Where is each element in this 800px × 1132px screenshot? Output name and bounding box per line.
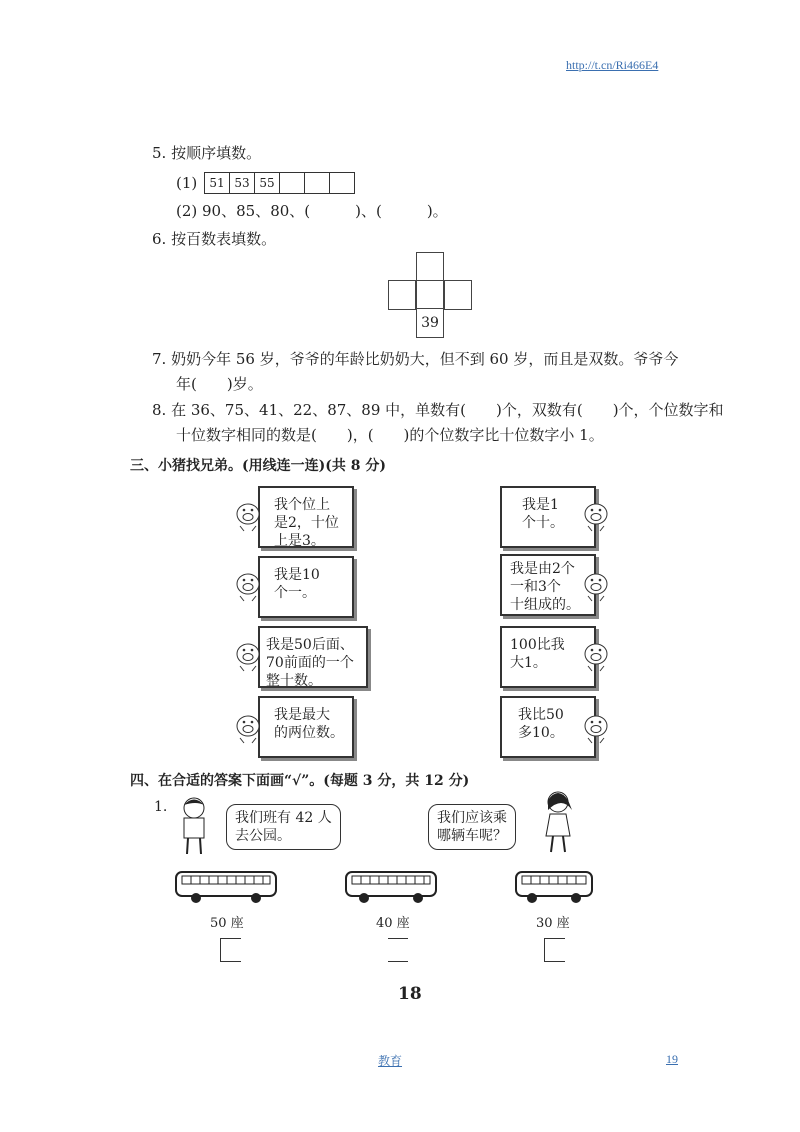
number-cell <box>305 173 330 193</box>
left-pig-card[interactable] <box>258 626 368 688</box>
bus-seat-label: 50 座 <box>210 916 244 931</box>
bus-icon <box>514 868 594 904</box>
number-cell: 51 <box>205 173 230 193</box>
cross-cell <box>416 252 444 282</box>
answer-box[interactable] <box>544 938 565 962</box>
q8-line1: 8. 在 36、75、41、22、87、89 中，单数有( )个，双数有( )个，个位数字和 <box>152 401 724 419</box>
q5-part1-label: (1) <box>176 174 198 192</box>
pig-icon <box>234 570 262 602</box>
pig-icon <box>582 712 610 744</box>
pig-icon <box>234 640 262 672</box>
pig-icon <box>582 570 610 602</box>
card-text: 我是由2个 一和3个 十组成的。 <box>510 561 580 613</box>
q8-line2: 十位数字相同的数是( )，( )的个位数字比十位数字小 1。 <box>176 426 604 444</box>
boy-icon <box>176 796 212 860</box>
card-text: 我是1 个十。 <box>522 497 564 531</box>
q5-title: 5. 按顺序填数。 <box>152 144 262 162</box>
cross-cell-given: 39 <box>416 308 444 338</box>
left-pig-card[interactable] <box>258 696 354 758</box>
card-text: 我是50后面、 70前面的一个 整十数。 <box>266 637 354 689</box>
bus-icon <box>174 868 278 904</box>
bus-seat-label: 30 座 <box>536 916 570 931</box>
q6-title: 6. 按百数表填数。 <box>152 230 277 248</box>
pig-icon <box>234 712 262 744</box>
bus-seat-label: 40 座 <box>376 916 410 931</box>
girl-speech-bubble: 我们应该乘 哪辆车呢？ <box>428 804 516 850</box>
card-text: 我是最大 的两位数。 <box>274 707 344 741</box>
left-pig-card[interactable] <box>258 486 354 548</box>
hundred-chart-cross <box>388 252 474 342</box>
footer-center-link[interactable]: 教育 <box>378 1054 403 1068</box>
answer-box[interactable] <box>220 938 241 962</box>
q1-number: 1. <box>154 799 168 815</box>
header-link[interactable]: http://t.cn/Ri466E4 <box>566 58 659 72</box>
page-number: 18 <box>398 984 422 1004</box>
section3-title: 三、小猪找兄弟。(用线连一连)(共 8 分) <box>130 458 386 474</box>
number-cell: 53 <box>230 173 255 193</box>
q5-number-cells <box>204 172 355 194</box>
card-text: 我个位上 是2，十位 上是3。 <box>274 497 339 549</box>
pig-icon <box>582 500 610 532</box>
q5-part2: (2) 90、85、80、( )、( )。 <box>176 202 448 220</box>
cross-cell <box>444 280 472 310</box>
card-text: 我是10 个一。 <box>274 567 320 601</box>
boy-speech-bubble: 我们班有 42 人 去公园。 <box>226 804 341 850</box>
section4-title: 四、在合适的答案下面画“√”。(每题 3 分，共 12 分) <box>130 773 470 789</box>
pig-icon <box>234 500 262 532</box>
q7-line2: 年( )岁。 <box>176 375 263 393</box>
q7-line1: 7. 奶奶今年 56 岁，爷爷的年龄比奶奶大，但不到 60 岁，而且是双数。爷爷今 <box>152 350 679 368</box>
bus-icon <box>344 868 438 904</box>
number-cell <box>280 173 305 193</box>
answer-box[interactable] <box>388 938 408 962</box>
cross-cell <box>416 280 444 310</box>
left-pig-card[interactable] <box>258 556 354 618</box>
card-text: 我比50 多10。 <box>518 707 564 741</box>
card-text: 100比我 大1。 <box>510 637 565 671</box>
girl-icon <box>538 786 578 856</box>
footer-page-link[interactable]: 19 <box>666 1052 678 1066</box>
pig-icon <box>582 640 610 672</box>
number-cell <box>330 173 354 193</box>
number-cell: 55 <box>255 173 280 193</box>
cross-cell <box>388 280 416 310</box>
